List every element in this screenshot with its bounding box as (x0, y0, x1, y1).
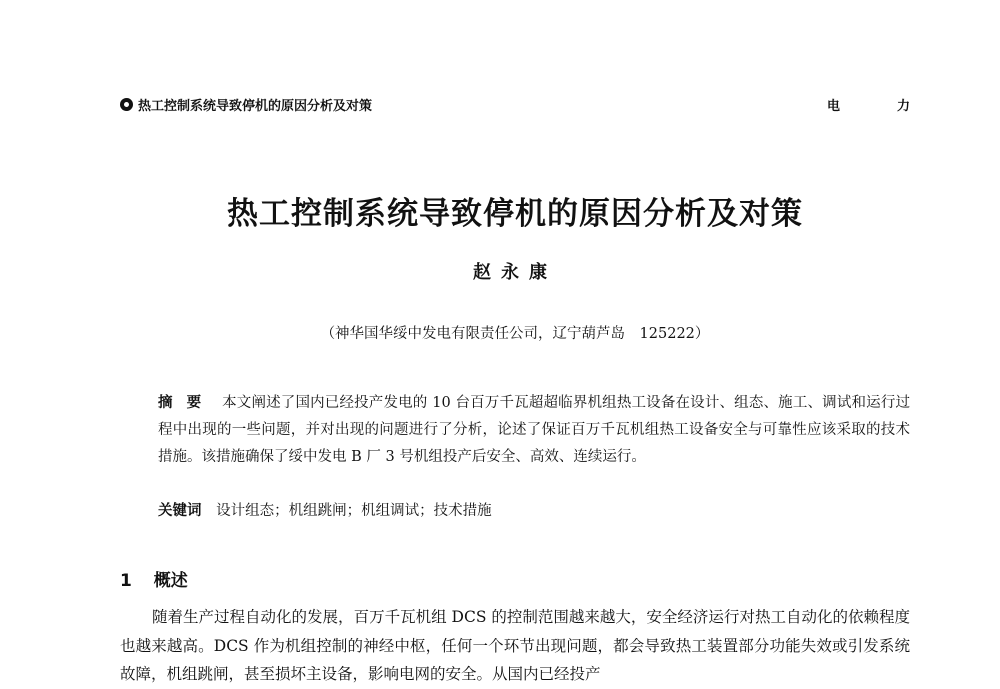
author-name: 赵永康 (473, 262, 557, 283)
running-header-title: 热工控制系统导致停机的原因分析及对策 (138, 98, 373, 114)
author-affiliation: （神华国华绥中发电有限责任公司，辽宁葫芦岛 125222） (320, 326, 710, 342)
section-number: 1 (120, 571, 132, 591)
keywords-label: 关键词 (158, 503, 202, 519)
abstract-text: 本文阐述了国内已经投产发电的 10 台百万千瓦超超临界机组热工设备在设计、组态、施工、调试和运行过程中出现的一些问题，并对出现的问题进行了分析，论述了保证百万千瓦机组热工设备安全与可靠性应该采取的技术措施。该措施确保了绥中发电 B 厂 3 号机组投产后安全、高效、连续运行。 (158, 395, 911, 465)
abstract-block (158, 390, 910, 471)
paper-title: 热工控制系统导致停机的原因分析及对策 (227, 196, 803, 232)
body-paragraph: 随着生产过程自动化的发展，百万千瓦机组 DCS 的控制范围越来越大，安全经济运行对热工自动化的依赖程度也越来越高。DCS 作为机组控制的神经中枢，任何一个环节出现问题，都会导致热工装置部分功能失效或引发系统故障，机组跳闸，甚至损坏主设备，影响电网的安全。从国内已经投产 (120, 608, 910, 683)
running-header-left (120, 95, 372, 114)
running-header (120, 94, 932, 114)
keywords-text: 设计组态；机组跳闸；机组调试；技术措施 (216, 503, 492, 519)
journal-circle-icon (120, 98, 133, 111)
section-heading (120, 566, 188, 591)
journal-name: 电 力 (826, 98, 932, 114)
section-title: 概述 (153, 571, 188, 591)
abstract-label: 摘要 (158, 395, 216, 411)
keywords-block (158, 498, 910, 525)
